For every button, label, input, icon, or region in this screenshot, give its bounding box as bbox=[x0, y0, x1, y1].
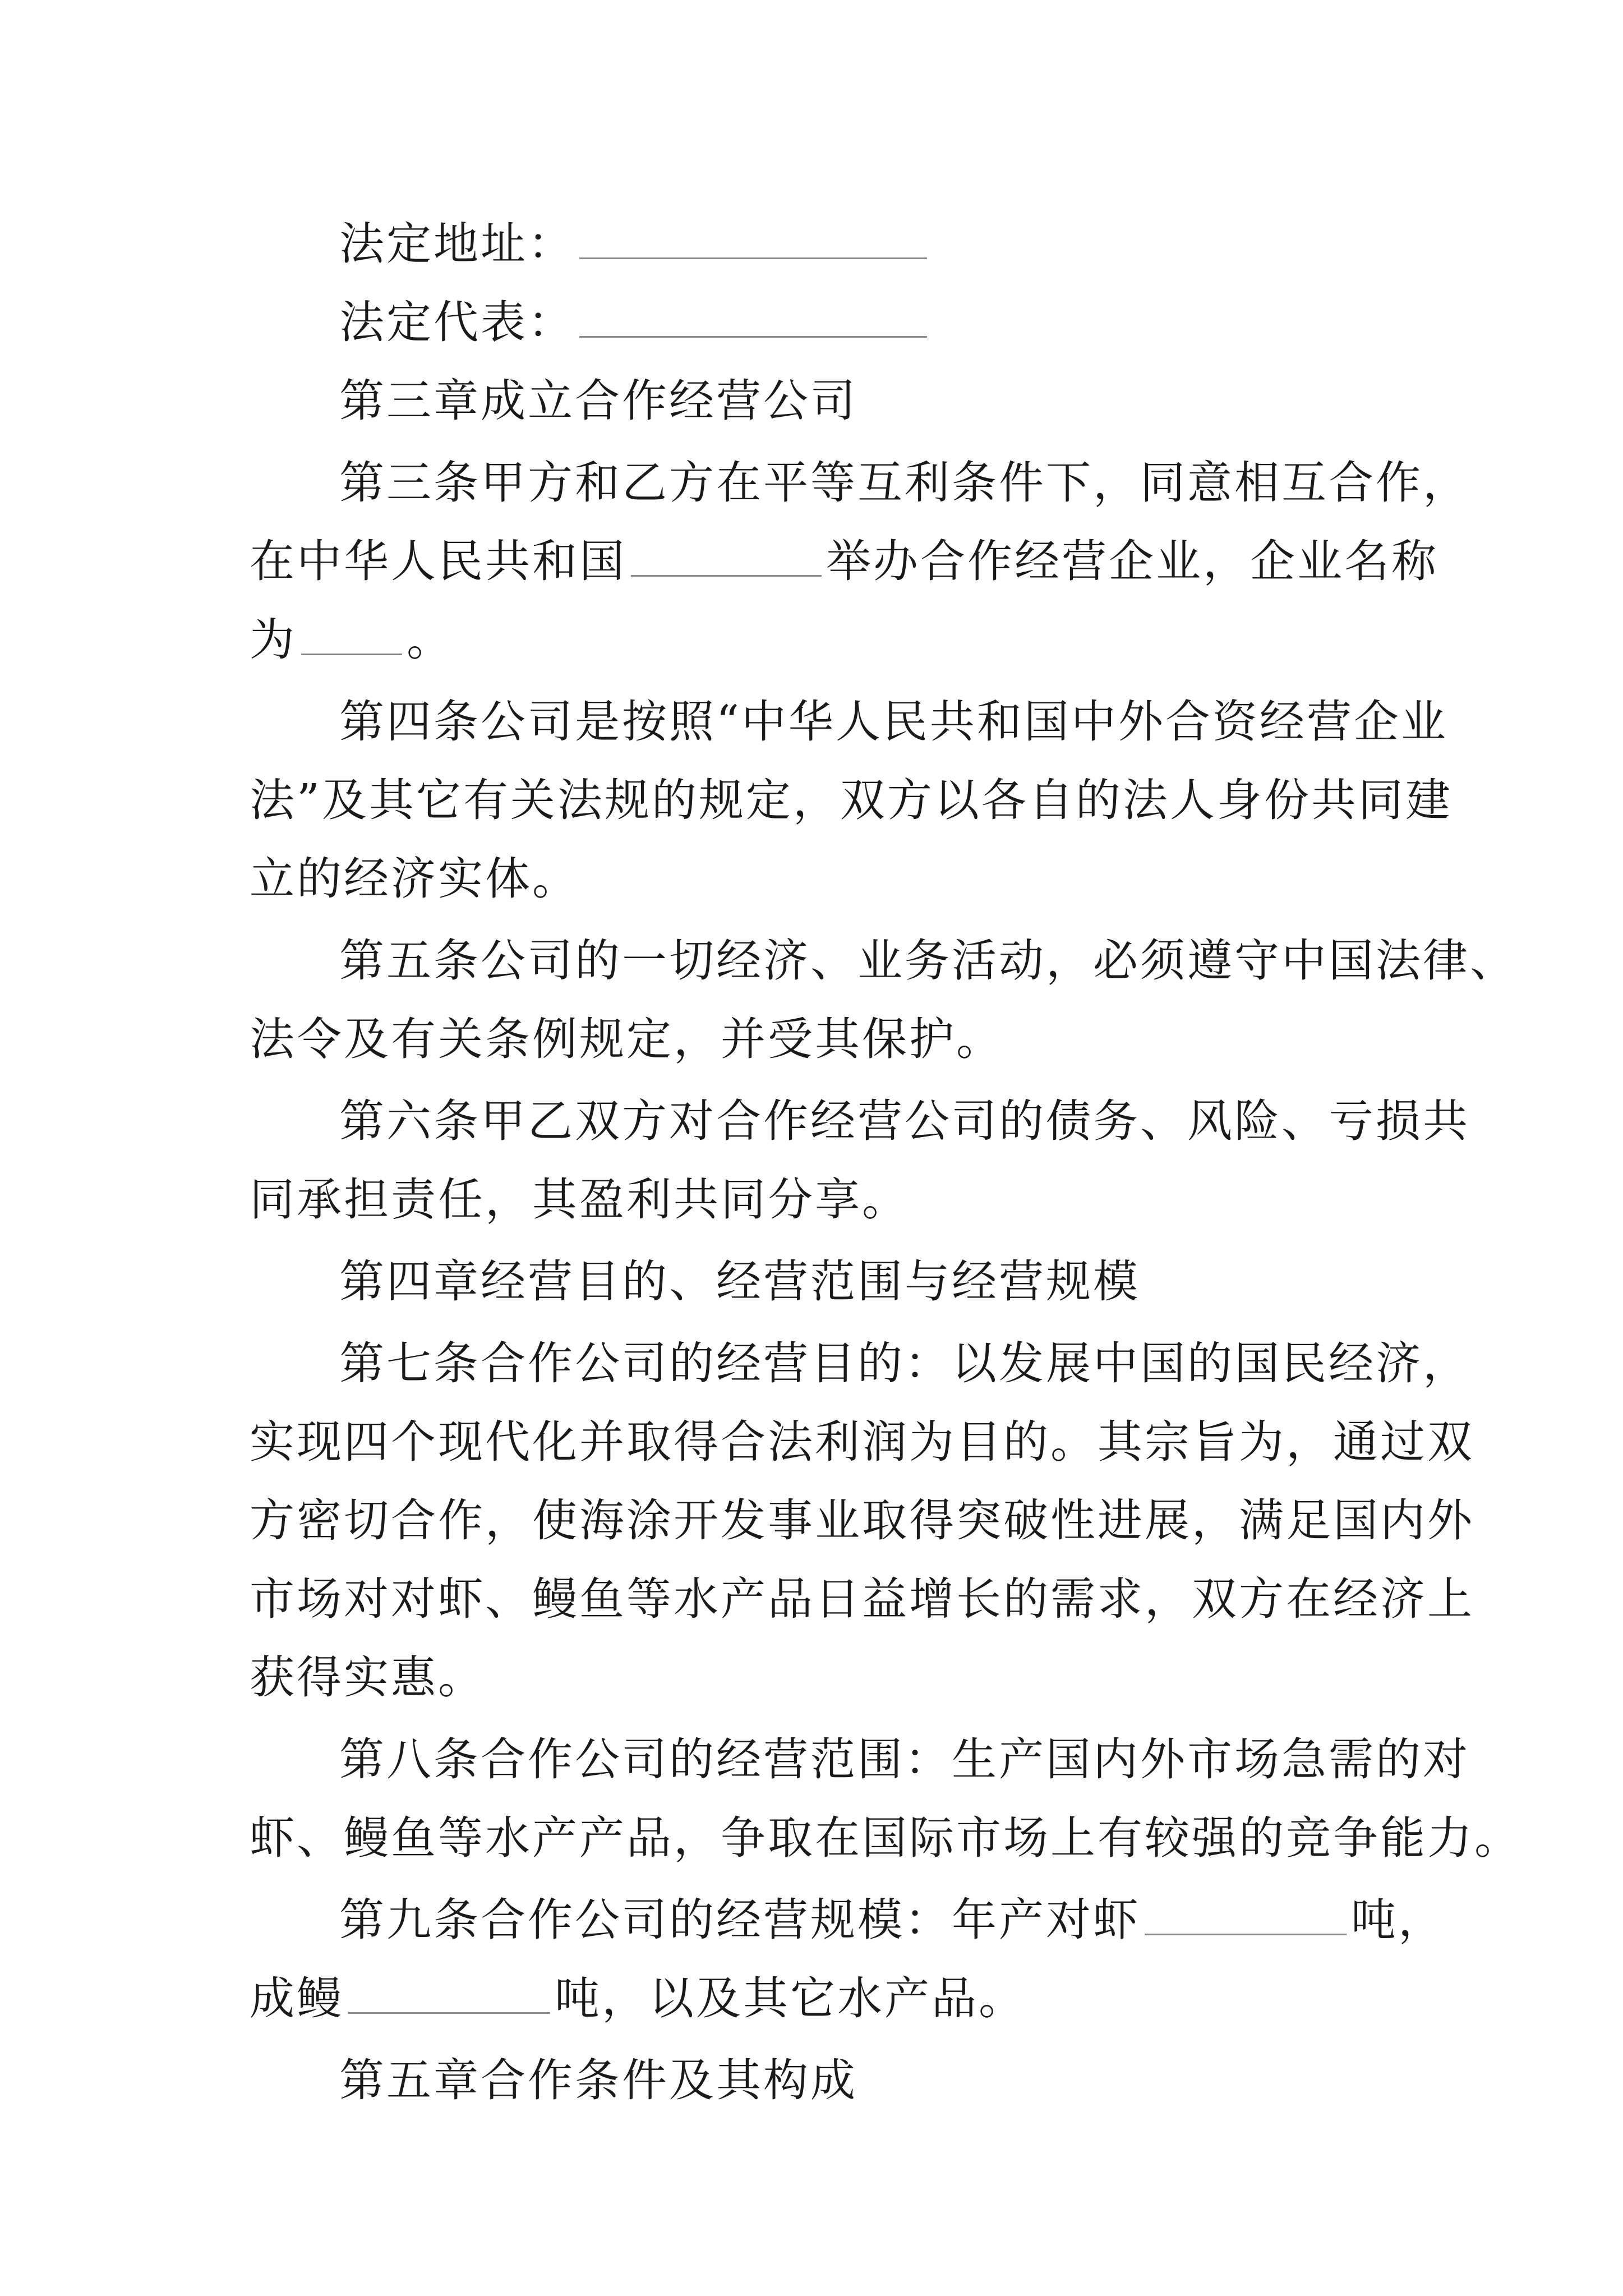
article-three-line-1: 第三条甲方和乙方在平等互利条件下，同意相互合作， bbox=[339, 457, 1470, 509]
article-four-line-3: 立的经济实体。 bbox=[250, 853, 579, 905]
article-nine-line-2-after: 吨，以及其它水产品。 bbox=[555, 1972, 1026, 2024]
article-three-line-2-after: 举办合作经营企业，企业名称 bbox=[826, 535, 1438, 587]
article-three-line-2-before: 在中华人民共和国 bbox=[250, 535, 626, 587]
legal-address-label: 法定地址： bbox=[339, 218, 575, 270]
article-four-line-1: 第四条公司是按照“中华人民共和国中外合资经营企业 bbox=[339, 696, 1448, 748]
chapter-four-heading: 第四章经营目的、经营范围与经营规模 bbox=[339, 1255, 1140, 1308]
article-nine-line-1-before: 第九条合作公司的经营规模：年产对虾 bbox=[339, 1894, 1140, 1946]
article-seven-line-1: 第七条合作公司的经营目的：以发展中国的国民经济， bbox=[339, 1337, 1470, 1389]
article-five-line-2: 法令及有关条例规定，并受其保护。 bbox=[250, 1013, 1003, 1065]
article-three-line-3-before: 为 bbox=[250, 614, 297, 666]
article-six-line-2: 同承担责任，其盈利共同分享。 bbox=[250, 1174, 909, 1226]
article-six-line-1: 第六条甲乙双方对合作经营公司的债务、风险、亏损共 bbox=[339, 1095, 1470, 1147]
chapter-five-heading: 第五章合作条件及其构成 bbox=[339, 2054, 857, 2106]
article-three-line-3-after: 。 bbox=[407, 614, 454, 666]
article-four-line-2: 法”及其它有关法规的规定，双方以各自的法人身份共同建 bbox=[250, 774, 1453, 826]
company-name-blank bbox=[301, 612, 402, 655]
article-eight-line-2: 虾、鳗鱼等水产产品，争取在国际市场上有较强的竞争能力。 bbox=[250, 1812, 1521, 1864]
article-nine-line-1-after: 吨， bbox=[1351, 1894, 1445, 1946]
article-seven-line-2: 实现四个现代化并取得合法利润为目的。其宗旨为，通过双 bbox=[250, 1416, 1474, 1468]
legal-address-blank bbox=[579, 216, 927, 259]
location-blank bbox=[631, 533, 822, 577]
legal-representative-field bbox=[250, 283, 1391, 362]
shrimp-tonnage-blank bbox=[1145, 1892, 1347, 1935]
article-three-line-2 bbox=[250, 522, 1438, 601]
legal-representative-blank bbox=[579, 295, 927, 338]
article-seven-line-4: 市场对对虾、鳗鱼等水产品日益增长的需求，双方在经济上 bbox=[250, 1573, 1474, 1625]
document-body bbox=[250, 205, 1521, 2120]
article-nine-line-1 bbox=[250, 1881, 1445, 1959]
article-seven-line-3: 方密切合作，使海涂开发事业取得突破性进展，满足国内外 bbox=[250, 1494, 1474, 1547]
legal-representative-label: 法定代表： bbox=[339, 296, 575, 348]
chapter-three-heading: 第三章成立合作经营公司 bbox=[339, 375, 857, 427]
article-nine-line-2-before: 成鳗 bbox=[250, 1972, 344, 2024]
article-three-line-3 bbox=[250, 601, 1391, 679]
article-seven-line-5: 获得实惠。 bbox=[250, 1651, 485, 1704]
eel-tonnage-blank bbox=[348, 1971, 550, 2014]
article-five-line-1: 第五条公司的一切经济、业务活动，必须遵守中国法律、 bbox=[339, 935, 1517, 987]
article-eight-line-1: 第八条合作公司的经营范围：生产国内外市场急需的对 bbox=[339, 1733, 1470, 1786]
article-nine-line-2 bbox=[250, 1959, 1391, 2038]
legal-address-field bbox=[250, 205, 1391, 283]
